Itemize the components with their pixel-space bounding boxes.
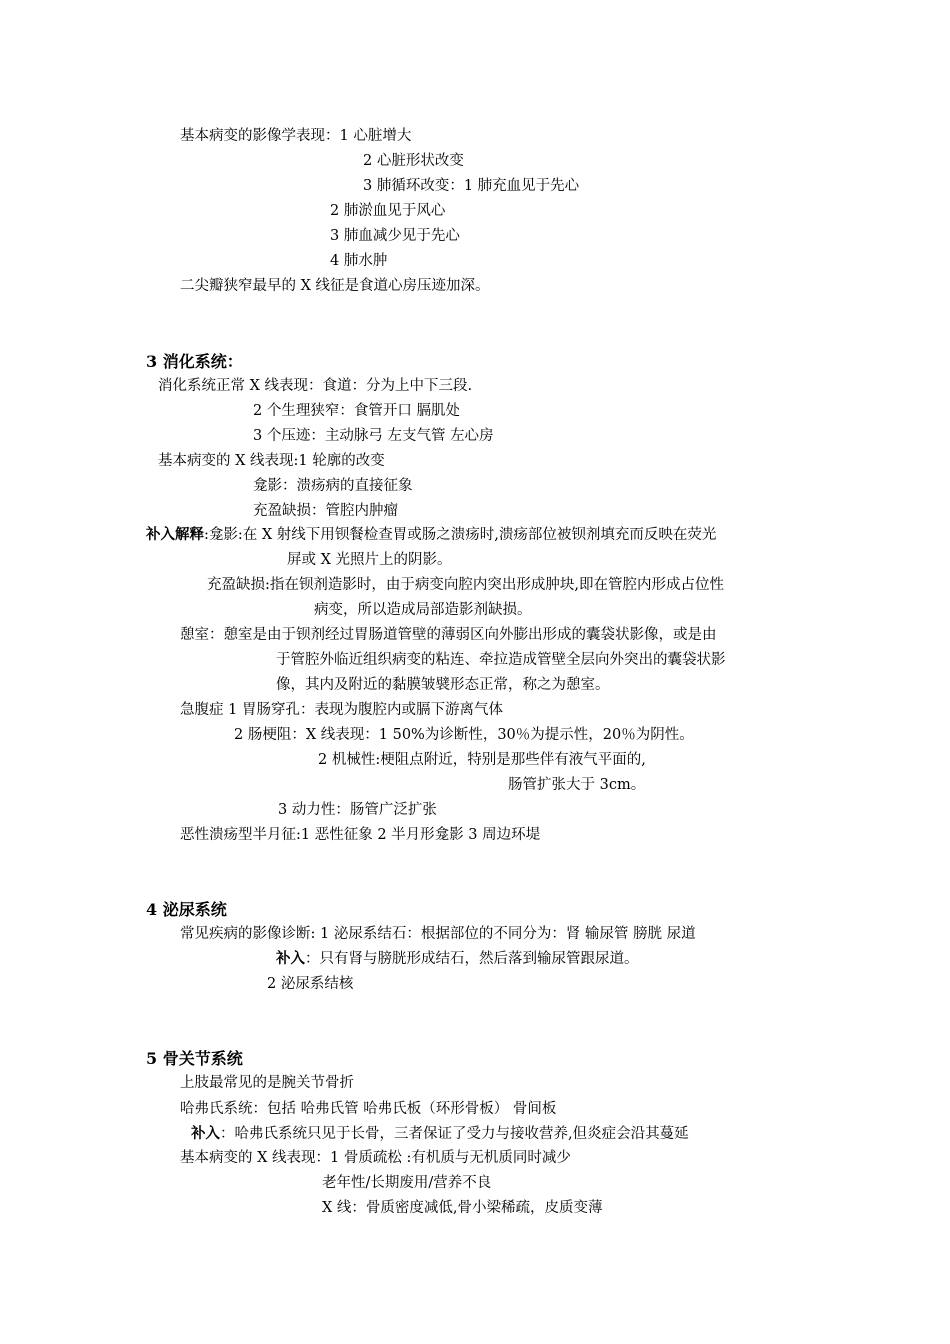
bone-line-6: X 线：骨质密度减低,骨小梁稀疏，皮质变薄: [322, 1200, 603, 1216]
bone-line-1: 上肢最常见的是腕关节骨折: [180, 1075, 354, 1091]
urinary-supplement-line: [276, 949, 639, 969]
supplement-line-1: [146, 525, 716, 545]
urinary-line-3: 2 泌尿系结核: [267, 976, 354, 992]
supplement-text-1: :龛影:在 X 射线下用钡餐检查胃或肠之溃疡时,溃疡部位被钡剂填充而反映在荧光: [204, 527, 717, 543]
digestive-line-3: 3 个压迹：主动脉弓 左支气管 左心房: [253, 428, 494, 444]
urinary-heading: 4 泌尿系统: [146, 900, 227, 919]
bone-line-5: 老年性/长期废用/营养不良: [322, 1175, 492, 1191]
digestive-line-6: 充盈缺损：管腔内肿瘤: [253, 503, 398, 519]
cardio-line-2: 2 心脏形状改变: [363, 153, 464, 169]
digestive-line-5: 龛影：溃疡病的直接征象: [253, 478, 413, 494]
supplement-line-2b: 病变，所以造成局部造影剂缺损。: [314, 602, 532, 618]
urinary-supplement-text: ：只有肾与膀胱形成结石，然后落到输尿管跟尿道。: [305, 951, 639, 967]
bone-supplement-line: [191, 1124, 689, 1144]
acute-abdomen-line-2: 2 肠梗阻：X 线表现：1 50%为诊断性，30％为提示性，20％为阴性。: [234, 727, 694, 743]
digestive-line-2: 2 个生理狭窄：食管开口 膈肌处: [253, 403, 460, 419]
cardio-line-4: 2 肺淤血见于风心: [330, 203, 446, 219]
cardio-line-5: 3 肺血减少见于先心: [330, 228, 460, 244]
digestive-line-4: 基本病变的 X 线表现:1 轮廓的改变: [158, 453, 385, 469]
acute-abdomen-line-4: 3 动力性：肠管广泛扩张: [278, 802, 437, 818]
cardio-line-6: 4 肺水肿: [330, 253, 388, 269]
bone-line-2: 哈弗氏系统：包括 哈弗氏管 哈弗氏板（环形骨板） 骨间板: [180, 1101, 557, 1117]
supplement-line-2: 充盈缺损:指在钡剂造影时，由于病变向腔内突出形成肿块,即在管腔内形成占位性: [207, 577, 724, 593]
digestive-heading: 3 消化系统：: [146, 352, 243, 371]
bone-heading: 5 骨关节系统: [146, 1049, 243, 1068]
supplement-line-3b: 于管腔外临近组织病变的粘连、牵拉造成管壁全层向外突出的囊袋状影: [276, 652, 726, 668]
acute-abdomen-line-3: 2 机械性:梗阻点附近，特别是那些伴有液气平面的,: [318, 752, 646, 768]
bone-line-4: 基本病变的 X 线表现：1 骨质疏松 :有机质与无机质同时减少: [180, 1150, 571, 1166]
acute-abdomen-line-1: 急腹症 1 胃肠穿孔：表现为腹腔内或膈下游离气体: [180, 702, 503, 718]
supplement-label: 补入解释: [146, 526, 204, 543]
malignant-ulcer-line: 恶性溃疡型半月征:1 恶性征象 2 半月形龛影 3 周边环堤: [180, 827, 541, 843]
digestive-line-1: 消化系统正常 X 线表现：食道：分为上中下三段.: [158, 378, 473, 394]
acute-abdomen-line-3b: 肠管扩张大于 3cm。: [508, 777, 646, 793]
cardio-line-3: 3 肺循环改变：1 肺充血见于先心: [363, 178, 580, 194]
supplement-line-3: 憩室：憩室是由于钡剂经过胃肠道管壁的薄弱区向外膨出形成的囊袋状影像，或是由: [180, 627, 717, 643]
supplement-line-3c: 像，其内及附近的黏膜皱襞形态正常，称之为憩室。: [276, 677, 610, 693]
urinary-supplement-label: 补入: [276, 950, 305, 967]
supplement-line-1b: 屏或 X 光照片上的阴影。: [287, 552, 452, 568]
bone-supplement-text: ：哈弗氏系统只见于长骨，三者保证了受力与接收营养,但炎症会沿其蔓延: [220, 1126, 689, 1142]
cardio-line-7: 二尖瓣狭窄最早的 X 线征是食道心房压迹加深。: [180, 278, 490, 294]
cardio-line-1: 基本病变的影像学表现：1 心脏增大: [180, 128, 412, 144]
urinary-line-1: 常见疾病的影像诊断: 1 泌尿系结石：根据部位的不同分为：肾 输尿管 膀胱 尿道: [180, 926, 696, 942]
bone-supplement-label: 补入: [191, 1125, 220, 1142]
